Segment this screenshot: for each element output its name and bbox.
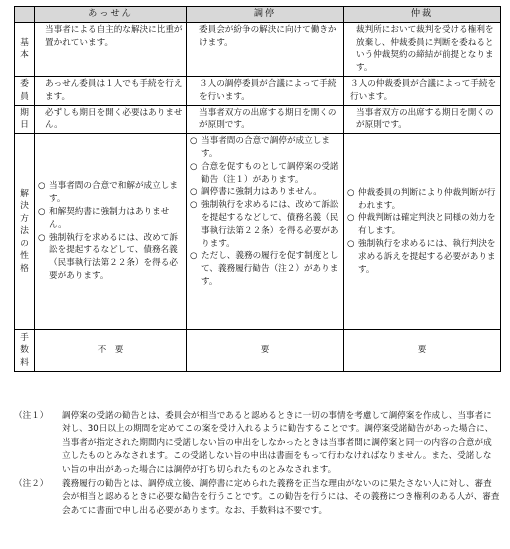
table-row-fee (15, 330, 501, 372)
cell-nature-chusai (344, 134, 501, 330)
footnote-2 (14, 478, 500, 518)
footnote-1-text: 調停案の受諾の勧告とは、委員会が相当であると認めるときに一切の事情を考慮して調停案を作成し、当事者に対し、30日以上の期間を定めてこの案を受け入れるように勧告することです。調停案受諾勧告があった場合に、当事者が指定された期間内に受諾しない旨の申出をしなかったときは当事者間に調停案と同一の内容の合意が成立したものとみなされます。この受諾しない旨の申出は書面をもって行わなければなりません。また、受諾しない旨の申出があった場合には調停が打ち切られたものとみなされます。 (62, 411, 494, 475)
table-row-nature (15, 134, 501, 330)
header-assen: あっせん (35, 7, 187, 23)
table-row-hearing (15, 105, 501, 134)
list-item: ○ 当事者間の合意で調停が成立します。 (190, 136, 330, 159)
list-item: ○ 強制執行を求めるには、執行判決を求める訴えを提起する必要があります。 (347, 239, 496, 275)
list-item: ○ 強制執行を求めるには、改めて訴訟を提起するなどして、債務名義（民事執行法第２２条）を得る必要があります。 (38, 232, 178, 282)
cell-fee-chusai: 要 (344, 330, 501, 372)
footnote-1 (14, 410, 500, 477)
list-item: ○ ただし、義務の履行を促す制度として、義務履行勧告（注２）があります。 (190, 251, 339, 287)
row-label-nature: 解決方法の性格 (15, 134, 35, 330)
bullet-list-assen (38, 180, 183, 282)
cell-fee-assen: 不 要 (35, 330, 187, 372)
cell-members-chusai: ３人の仲裁委員が合議によって手続を行います。 (344, 76, 501, 105)
cell-hearing-chusai: 当事者双方の出席する期日を開くのが原則です。 (344, 105, 501, 134)
list-item: ○ 和解契約書に強制力はありません。 (38, 207, 170, 230)
row-label-members: 委員 (15, 76, 35, 105)
footnote-2-label: （注２） (14, 479, 49, 490)
table-row-basic (15, 22, 501, 76)
header-chusai: 仲裁 (344, 7, 501, 23)
row-label-fee: 手数料 (15, 330, 35, 372)
cell-basic-assen: 当事者による自主的な解決に比重が置かれています。 (35, 22, 187, 76)
list-item: ○ 仲裁委員の判断により仲裁判断が行われます。 (347, 187, 496, 211)
footnote-2-text: 義務履行の勧告とは、調停成立後、調停書に定められた義務を正当な理由がないのに果たさない人に対し、審査会が相当と認めるときに必要な勧告を行うことです。この勧告を行うには、その義務につき権利のある人が、審査会あてに書面で申し出る必要があります。なお、手数料は不要です。 (62, 479, 500, 516)
cell-basic-chotei: 委員会が紛争の解決に向けて働きかけます。 (187, 22, 344, 76)
cell-members-assen: あっせん委員は１人でも手続を行えます。 (35, 76, 187, 105)
bullet-list-chusai (347, 187, 497, 277)
cell-members-chotei: ３人の調停委員が合議によって手続を行います。 (187, 76, 344, 105)
footnote-1-label: （注１） (14, 411, 49, 421)
cell-nature-chotei (187, 134, 344, 330)
row-label-hearing: 期日 (15, 105, 35, 134)
row-label-basic: 基本 (15, 22, 35, 76)
comparison-table (14, 6, 501, 372)
footnotes (14, 410, 500, 519)
bullet-list-chotei (190, 135, 340, 289)
list-item: ○ 調停書に強制力はありません。 (190, 187, 322, 198)
list-item: ○ 合意を促すものとして調停案の受諾勧告（注１）があります。 (190, 161, 339, 185)
list-item: ○ 仲裁判断は確定判決と同様の効力を有します。 (347, 213, 496, 237)
header-empty (15, 7, 35, 23)
list-item: ○ 強制執行を求めるには、改めて訴訟を提起するなどして、債務名義（民事執行法第２２条）を得る必要があります。 (190, 200, 339, 249)
table-row-members (15, 76, 501, 105)
header-chotei: 調停 (187, 7, 344, 23)
cell-nature-assen (35, 134, 187, 330)
table-header-row (15, 7, 501, 23)
cell-basic-chusai: 裁判所において裁判を受ける権利を放棄し、仲裁委員に判断を委ねるという仲裁契約の締結が前提となります。 (344, 22, 501, 76)
list-item: ○ 当事者間の合意で和解が成立します。 (38, 181, 178, 205)
cell-hearing-assen: 必ずしも期日を開く必要はありません。 (35, 105, 187, 134)
cell-hearing-chotei: 当事者双方の出席する期日を開くのが原則です。 (187, 105, 344, 134)
cell-fee-chotei: 要 (187, 330, 344, 372)
